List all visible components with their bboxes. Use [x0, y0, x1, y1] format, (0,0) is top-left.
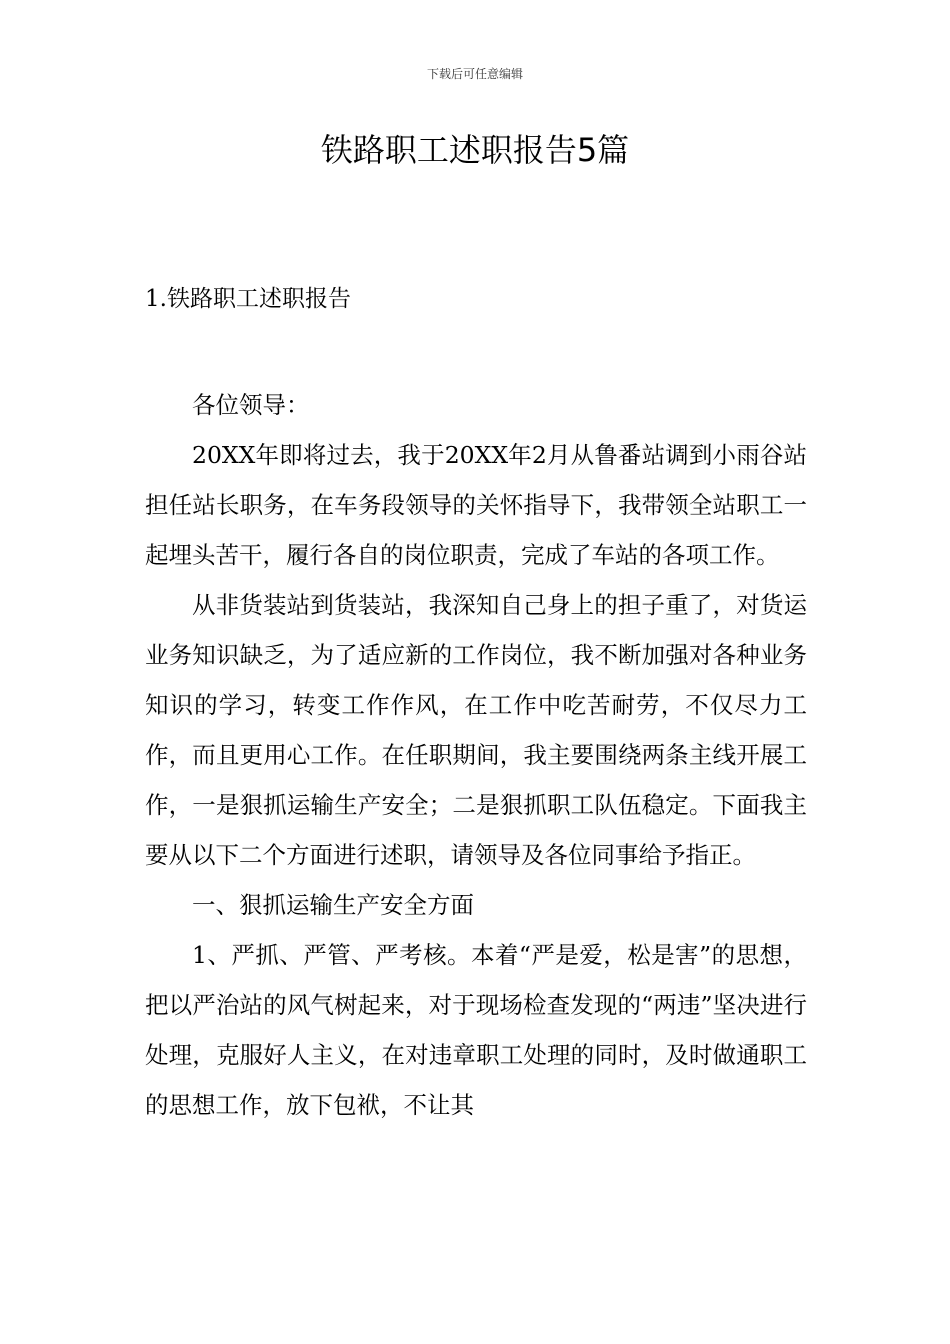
- document-title: 铁路职工述职报告5篇: [320, 131, 630, 169]
- paragraph-salutation: 各位领导：: [192, 391, 310, 419]
- paragraph-intro: 20XX年即将过去，我于20XX年2月从鲁番站调到小雨谷站担任站长职务，在车务段领导的关怀指导下，我带领全站职工一起埋头苦干，履行各自的岗位职责，完成了车站的各项工作。: [145, 441, 807, 569]
- paragraph-subheading: 一、狠抓运输生产安全方面: [192, 891, 474, 919]
- paragraph-overview: 从非货装站到货装站，我深知自己身上的担子重了，对货运业务知识缺乏，为了适应新的工作岗位，我不断加强对各种业务知识的学习，转变工作作风，在工作中吃苦耐劳，不仅尽力工作，而且更用心工作。在任职期间，我主要围绕两条主线开展工作，一是狠抓运输生产安全；二是狠抓职工队伍稳定。下面我主要从以下二个方面进行述职，请领导及各位同事给予指正。: [145, 591, 807, 869]
- paragraph-point-1: 1、严抓、严管、严考核。本着“严是爱，松是害”的思想，把以严治站的风气树起来，对于现场检查发现的“两违”坚决进行处理，克服好人主义，在对违章职工处理的同时，及时做通职工的思想工作，放下包袱，不让其: [145, 941, 807, 1119]
- section-heading: 1.铁路职工述职报告: [145, 286, 351, 312]
- document-body: [145, 380, 807, 1130]
- header-note: 下载后可任意编辑: [426, 67, 523, 81]
